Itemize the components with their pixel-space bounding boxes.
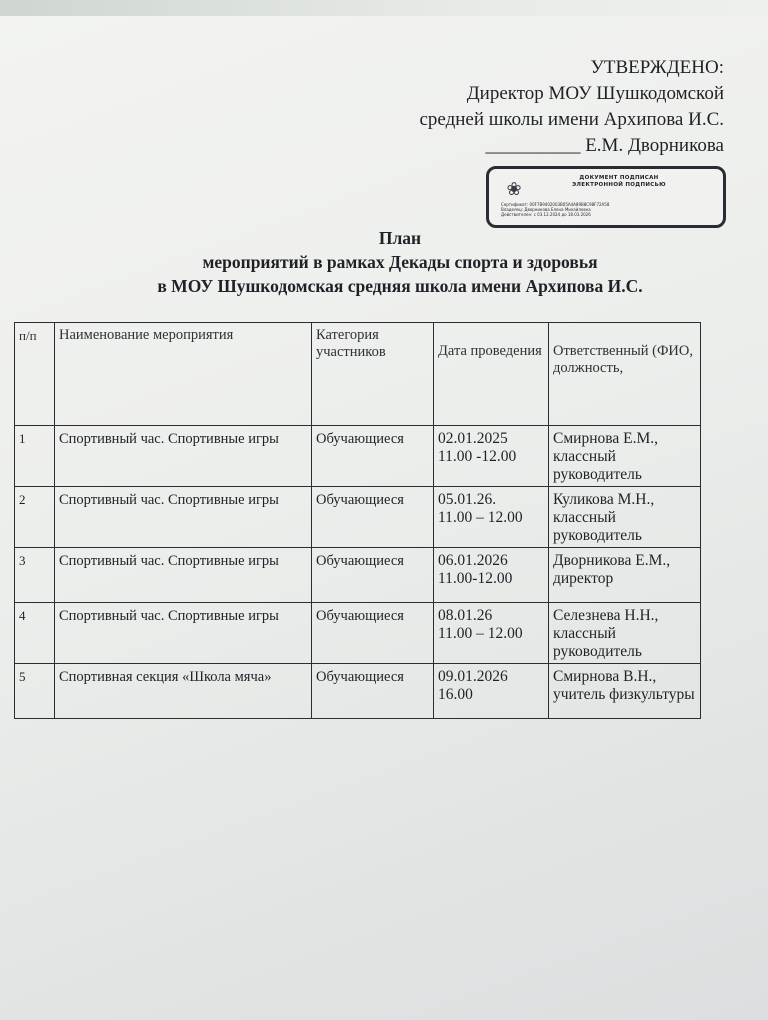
header-date: Дата проведения bbox=[434, 323, 549, 426]
row-category: Обучающиеся bbox=[312, 487, 434, 548]
stamp-valid: Действителен: с 03.12.2024 до 18.03.2026 bbox=[501, 212, 591, 217]
stamp-heading-line1: ДОКУМЕНТ ПОДПИСАН bbox=[579, 175, 659, 181]
title-line1: План bbox=[378, 228, 422, 248]
row-responsible-role: классный руководитель bbox=[553, 509, 642, 544]
stamp-details bbox=[501, 202, 716, 217]
row-event: Спортивный час. Спортивные игры bbox=[55, 487, 312, 548]
title-line3: в МОУ Шушкодомская средняя школа имени Архипова И.С. bbox=[157, 276, 643, 296]
coat-of-arms-icon: ❀ bbox=[506, 179, 522, 200]
approval-signature-line: __________ Е.М. Дворникова bbox=[485, 135, 724, 156]
header-num: п/п bbox=[15, 323, 55, 426]
row-category: Обучающиеся bbox=[312, 548, 434, 603]
row-num: 2 bbox=[15, 487, 55, 548]
row-date bbox=[434, 426, 549, 487]
stamp-heading bbox=[529, 175, 709, 189]
row-num: 1 bbox=[15, 426, 55, 487]
row-responsible-name: Куликова М.Н., bbox=[553, 491, 655, 508]
row-event: Спортивный час. Спортивные игры bbox=[55, 548, 312, 603]
row-num: 4 bbox=[15, 603, 55, 664]
table-row bbox=[15, 548, 701, 603]
row-responsible bbox=[549, 603, 701, 664]
row-date bbox=[434, 487, 549, 548]
electronic-signature-stamp bbox=[486, 166, 726, 228]
row-responsible-name: Дворникова Е.М., bbox=[553, 552, 671, 569]
row-date-time: 16.00 bbox=[438, 686, 473, 703]
row-responsible bbox=[549, 487, 701, 548]
row-responsible-name: Смирнова В.Н., bbox=[553, 668, 657, 685]
row-category: Обучающиеся bbox=[312, 603, 434, 664]
row-num: 3 bbox=[15, 548, 55, 603]
header-category: Категория участников bbox=[312, 323, 434, 426]
row-responsible-role: классный руководитель bbox=[553, 448, 642, 483]
row-category: Обучающиеся bbox=[312, 664, 434, 719]
table-row bbox=[15, 603, 701, 664]
row-responsible-role: директор bbox=[553, 570, 614, 587]
row-event: Спортивная секция «Школа мяча» bbox=[55, 664, 312, 719]
row-date-day: 02.01.2025 bbox=[438, 430, 508, 447]
row-responsible-name: Селезнева Н.Н., bbox=[553, 607, 659, 624]
row-responsible bbox=[549, 426, 701, 487]
title-line2: мероприятий в рамках Декады спорта и здоровья bbox=[202, 252, 598, 272]
approval-school: средней школы имени Архипова И.С. bbox=[419, 109, 724, 130]
row-date-time: 11.00-12.00 bbox=[438, 570, 513, 587]
header-responsible: Ответственный (ФИО, должность, bbox=[549, 323, 701, 426]
row-responsible bbox=[549, 664, 701, 719]
header-event: Наименование мероприятия bbox=[55, 323, 312, 426]
row-date-day: 05.01.26. bbox=[438, 491, 497, 508]
row-responsible bbox=[549, 548, 701, 603]
row-responsible-role: учитель физкультуры bbox=[553, 686, 695, 703]
row-num: 5 bbox=[15, 664, 55, 719]
row-date bbox=[434, 603, 549, 664]
approval-block bbox=[384, 55, 724, 159]
approval-status: УТВЕРЖДЕНО: bbox=[590, 57, 724, 78]
approval-position: Директор МОУ Шушкодомской bbox=[466, 83, 724, 104]
row-responsible-role: классный руководитель bbox=[553, 625, 642, 660]
row-date-day: 08.01.26 bbox=[438, 607, 493, 624]
row-date-day: 09.01.2026 bbox=[438, 668, 508, 685]
events-table bbox=[14, 322, 701, 719]
table-row bbox=[15, 426, 701, 487]
stamp-heading-line2: ЭЛЕКТРОННОЙ ПОДПИСЬЮ bbox=[572, 182, 666, 188]
row-date-time: 11.00 -12.00 bbox=[438, 448, 517, 465]
row-category: Обучающиеся bbox=[312, 426, 434, 487]
row-date bbox=[434, 548, 549, 603]
stamp-certificate: Сертификат: 00F7B9402003B05A4A89B8C98F72A58 bbox=[501, 202, 610, 207]
table-row bbox=[15, 664, 701, 719]
row-date bbox=[434, 664, 549, 719]
table-row bbox=[15, 487, 701, 548]
row-event: Спортивный час. Спортивные игры bbox=[55, 603, 312, 664]
stamp-owner: Владелец: Дворникова Елена Михайловна bbox=[501, 207, 591, 212]
row-date-time: 11.00 – 12.00 bbox=[438, 509, 523, 526]
row-date-time: 11.00 – 12.00 bbox=[438, 625, 523, 642]
row-date-day: 06.01.2026 bbox=[438, 552, 508, 569]
table-header-row bbox=[15, 323, 701, 426]
row-event: Спортивный час. Спортивные игры bbox=[55, 426, 312, 487]
background-corner bbox=[0, 0, 768, 16]
document-title bbox=[0, 226, 768, 298]
row-responsible-name: Смирнова Е.М., bbox=[553, 430, 658, 447]
